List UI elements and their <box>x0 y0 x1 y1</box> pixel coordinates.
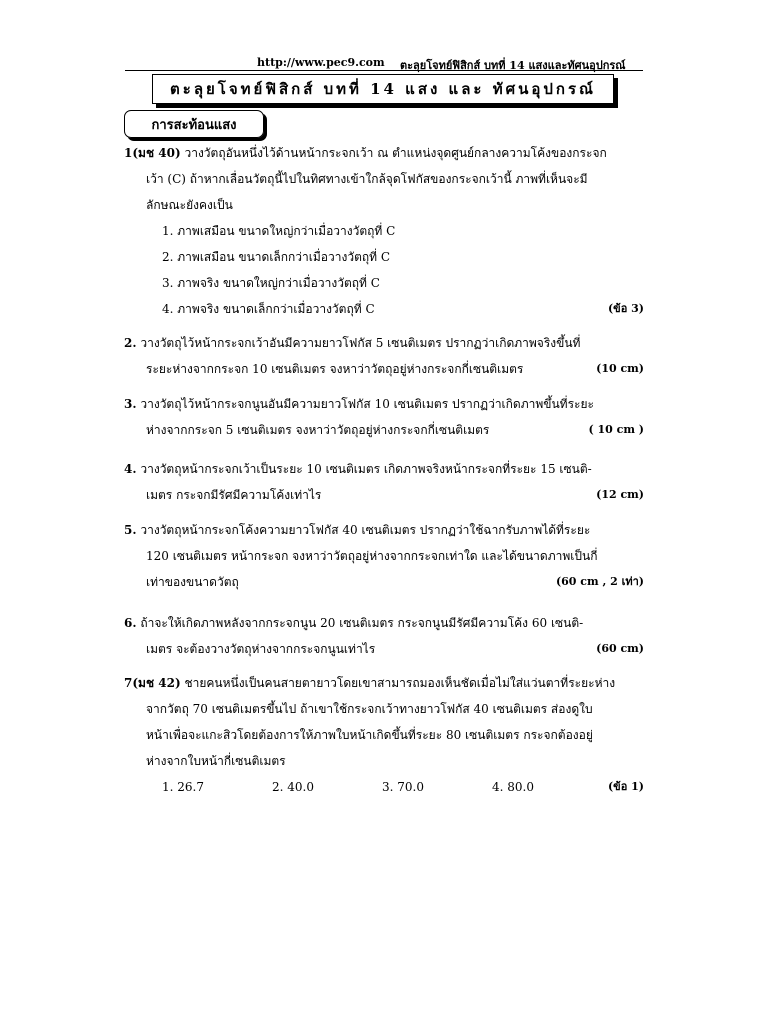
header-url: http://www.pec9.com <box>257 56 385 69</box>
answer-label: (60 cm) <box>596 642 644 655</box>
question-text: ถ้าจะให้เกิดภาพหลังจากกระจกนูน 20 เซนติเมตร กระจกนูนมีรัศมีความโค้ง 60 เซนติ- <box>140 616 584 630</box>
question-number: 7(มช 42) <box>124 676 181 690</box>
question-5 <box>124 517 644 595</box>
choice-item: 1. 26.7 <box>162 780 204 794</box>
question-number: 4. <box>124 462 137 476</box>
section-heading: การสะท้อนแสง <box>124 110 264 138</box>
question-number: 6. <box>124 616 137 630</box>
question-text: วางวัตถุไว้หน้ากระจกนูนอันมีความยาวโฟกัส 10 เซนติเมตร ปรากฏว่าเกิดภาพขึ้นที่ระยะ <box>140 397 594 411</box>
question-number: 2. <box>124 336 137 350</box>
question-text: วางวัตถุไว้หน้ากระจกเว้าอันมีความยาวโฟกัส 5 เซนติเมตร ปรากฏว่าเกิดภาพจริงขึ้นที่ <box>140 336 581 350</box>
question-text: ชายคนหนึ่งเป็นคนสายตายาวโดยเขาสามารถมองเห็นชัดเมื่อไม่ใส่แว่นตาที่ระยะห่าง <box>184 676 616 690</box>
answer-label: ( 10 cm ) <box>588 423 644 436</box>
question-4 <box>124 456 644 508</box>
answer-label: (60 cm , 2 เท่า) <box>555 575 644 588</box>
page-title: ตะลุยโจทย์ฟิสิกส์ บทที่ 14 แสง และ ทัศนอุปกรณ์ <box>152 74 614 104</box>
choice-item: 3. ภาพจริง ขนาดใหญ่กว่าเมื่อวางวัตถุที่ C <box>162 276 380 290</box>
question-number: 3. <box>124 397 137 411</box>
answer-label: (ข้อ 3) <box>607 302 644 315</box>
question-text: วางวัตถุอันหนึ่งไว้ด้านหน้ากระจกเว้า ณ ตำแหน่งจุดศูนย์กลางความโค้งของกระจก <box>184 146 607 160</box>
answer-label: (ข้อ 1) <box>607 780 644 793</box>
question-7 <box>124 670 644 800</box>
question-text: เมตร จะต้องวางวัตถุห่างจากกระจกนูนเท่าไร <box>146 642 376 656</box>
choice-item: 1. ภาพเสมือน ขนาดใหญ่กว่าเมื่อวางวัตถุที่ C <box>162 224 396 238</box>
question-text: ระยะห่างจากกระจก 10 เซนติเมตร จงหาว่าวัตถุอยู่ห่างกระจกกี่เซนติเมตร <box>146 362 524 376</box>
question-number: 1(มช 40) <box>124 146 181 160</box>
choice-item: 4. ภาพจริง ขนาดเล็กกว่าเมื่อวางวัตถุที่ C <box>162 302 375 316</box>
choice-item: 4. 80.0 <box>492 780 534 794</box>
question-text: วางวัตถุหน้ากระจกเว้าเป็นระยะ 10 เซนติเมตร เกิดภาพจริงหน้ากระจกที่ระยะ 15 เซนติ- <box>140 462 592 476</box>
question-text: เท่าของขนาดวัตถุ <box>146 575 239 589</box>
question-text: ห่างจากกระจก 5 เซนติเมตร จงหาว่าวัตถุอยู่ห่างกระจกกี่เซนติเมตร <box>146 423 490 437</box>
question-text: จากวัตถุ 70 เซนติเมตรขึ้นไป ถ้าเขาใช้กระจกเว้าทางยาวโฟกัส 40 เซนติเมตร ส่องดูใบ <box>146 702 593 716</box>
question-text: ห่างจากใบหน้ากี่เซนติเมตร <box>146 754 286 768</box>
question-text: เว้า (C) ถ้าหากเลื่อนวัตถุนี้ไปในทิศทางเข้าใกล้จุดโฟกัสของกระจกเว้านี้ ภาพที่เห็นจะมี <box>146 172 588 186</box>
question-text: เมตร กระจกมีรัศมีความโค้งเท่าไร <box>146 488 322 502</box>
header-divider <box>125 70 643 71</box>
question-1 <box>124 140 644 322</box>
question-text: 120 เซนติเมตร หน้ากระจก จงหาว่าวัตถุอยู่ห่างจากกระจกเท่าใด และได้ขนาดภาพเป็นกี่ <box>146 549 598 563</box>
question-text: หน้าเพื่อจะแกะสิวโดยต้องการให้ภาพใบหน้าเกิดขึ้นที่ระยะ 80 เซนติเมตร กระจกต้องอยู่ <box>146 728 593 742</box>
question-number: 5. <box>124 523 137 537</box>
question-text: วางวัตถุหน้ากระจกโค้งความยาวโฟกัส 40 เซนติเมตร ปรากฏว่าใช้ฉากรับภาพได้ที่ระยะ <box>140 523 591 537</box>
choice-item: 2. 40.0 <box>272 780 314 794</box>
choice-item: 2. ภาพเสมือน ขนาดเล็กกว่าเมื่อวางวัตถุที่ C <box>162 250 391 264</box>
header-title: ตะลุยโจทย์ฟิสิกส์ บทที่ 14 แสงและทัศนอุปกรณ์ <box>400 59 626 72</box>
question-6 <box>124 610 644 662</box>
question-2 <box>124 330 644 382</box>
question-text: ลักษณะยังคงเป็น <box>146 198 233 212</box>
answer-label: (10 cm) <box>596 362 644 375</box>
answer-label: (12 cm) <box>596 488 644 501</box>
choice-item: 3. 70.0 <box>382 780 424 794</box>
question-3 <box>124 391 644 443</box>
